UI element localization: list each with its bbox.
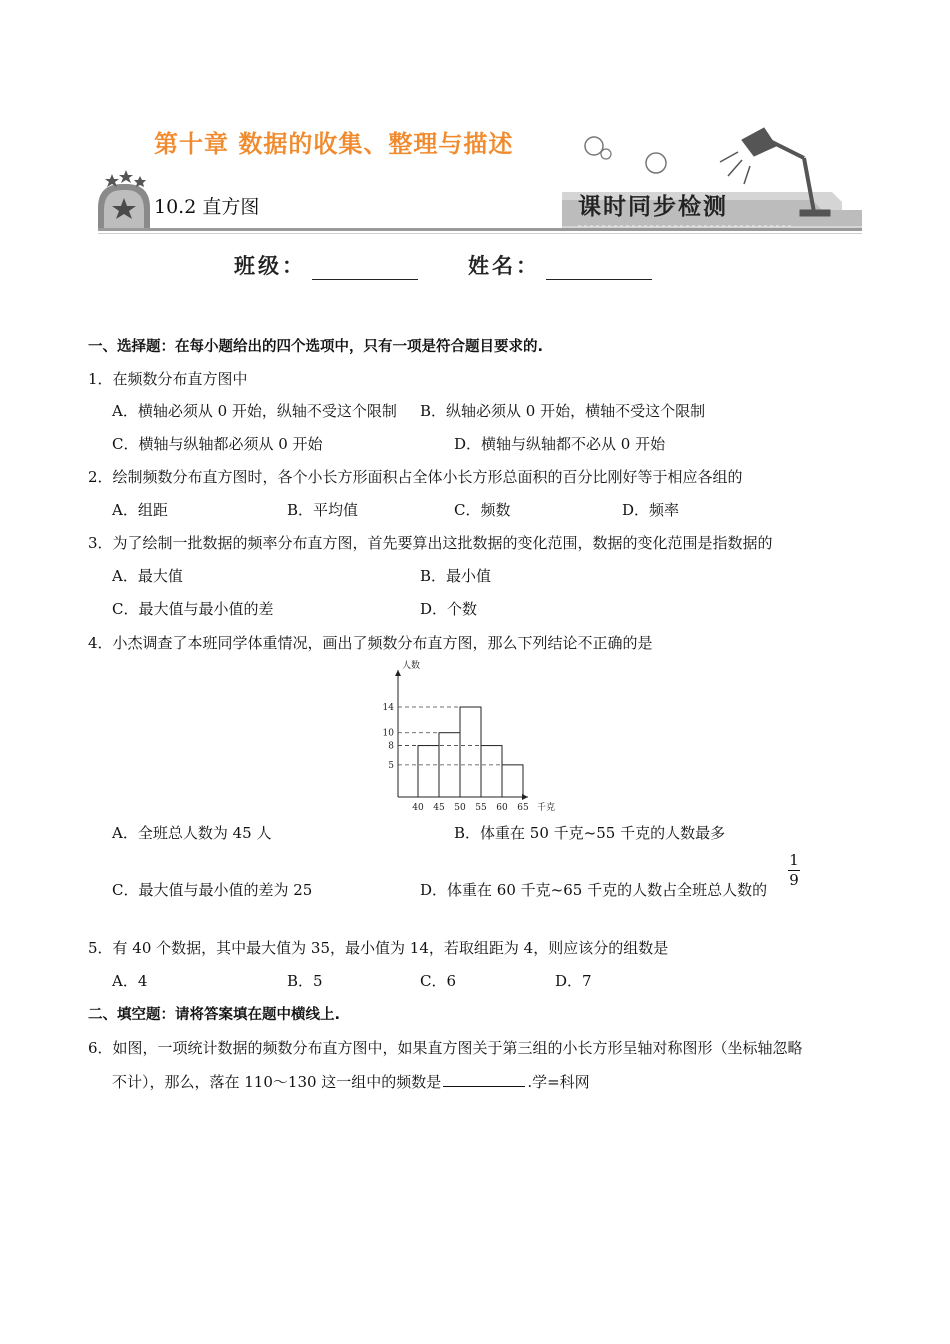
q4-option-d: D．体重在 60 千克~65 千克的人数占全班总人数的 <box>420 881 768 899</box>
q6-line2-before: 不计），那么，落在 110～130 这一组中的频数是 <box>112 1073 442 1091</box>
q3-option-a: A．最大值 <box>112 567 183 585</box>
q1-option-a: A．横轴必须从 0 开始，纵轴不受这个限制 <box>112 402 397 420</box>
bubble-icon <box>601 149 611 159</box>
x-tick-label: 65 <box>517 803 529 813</box>
y-tick-label: 14 <box>382 703 394 713</box>
q2-option-a: A．组距 <box>112 501 168 519</box>
q4-option-c: C．最大值与最小值的差为 25 <box>112 881 313 899</box>
x-tick-label: 50 <box>454 803 466 813</box>
q3-option-b: B．最小值 <box>420 567 492 585</box>
part1-heading: 一、选择题：在每小题给出的四个选项中，只有一项是符合题目要求的. <box>88 339 544 355</box>
bubble-icon <box>585 137 603 155</box>
fraction-numerator: 1 <box>789 851 799 869</box>
name-label: 姓名： <box>468 253 540 278</box>
y-tick-label: 8 <box>388 741 394 752</box>
q2-option-b: B．平均值 <box>287 501 359 519</box>
q1-option-d: D．横轴与纵轴都不必从 0 开始 <box>454 435 666 453</box>
q5-option-d: D．7 <box>555 972 592 990</box>
banner-right-title: 课时同步检测 <box>578 193 728 220</box>
name-blank[interactable] <box>546 259 652 280</box>
q5-option-a: A．4 <box>112 972 148 990</box>
q4-stem: 4．小杰调查了本班同学体重情况，画出了频数分布直方图，那么下列结论不正确的是 <box>88 634 653 652</box>
q1-option-b: B．纵轴必须从 0 开始，横轴不受这个限制 <box>420 402 706 420</box>
bubble-icon <box>646 153 666 173</box>
fraction-one-ninth <box>786 852 802 889</box>
q1-stem: 1．在频数分布直方图中 <box>88 370 248 388</box>
q6-line1: 6．如图，一项统计数据的频数分布直方图中，如果直方图关于第三组的小长方形呈轴对称图形（坐标轴忽略 <box>88 1039 803 1057</box>
class-blank[interactable] <box>312 259 418 280</box>
x-tick-label: 55 <box>475 803 487 813</box>
section-title: 10.2 直方图 <box>154 196 260 218</box>
header-banner <box>92 100 862 240</box>
class-label: 班级： <box>234 253 306 278</box>
q5-option-b: B．5 <box>287 972 323 990</box>
weight-histogram <box>360 656 580 816</box>
q5-stem: 5．有 40 个数据，其中最大值为 35，最小值为 14，若取组距为 4，则应该分的组数是 <box>88 939 669 957</box>
q2-option-d: D．频率 <box>622 501 680 519</box>
q2-option-c: C．频数 <box>454 501 511 519</box>
x-tick-label: 40 <box>412 803 424 813</box>
x-axis-label: 千克 <box>536 803 556 813</box>
x-tick-label: 60 <box>496 803 508 813</box>
y-tick-label: 10 <box>382 728 394 739</box>
name-field <box>468 250 652 280</box>
histogram-bar <box>460 707 481 797</box>
y-axis-arrow <box>395 670 401 676</box>
x-tick-label: 45 <box>433 803 445 813</box>
q4-option-b: B．体重在 50 千克~55 千克的人数最多 <box>454 824 726 842</box>
histogram-bar <box>418 746 439 797</box>
q1-option-c: C．横轴与纵轴都必须从 0 开始 <box>112 435 323 453</box>
q3-option-c: C．最大值与最小值的差 <box>112 600 274 618</box>
histogram-bar <box>502 765 523 797</box>
q6-answer-blank[interactable] <box>443 1072 525 1087</box>
q6-line2 <box>112 1072 590 1092</box>
star-badge-icon <box>98 170 150 230</box>
y-axis-label: 人数 <box>402 661 421 671</box>
q4-option-a: A．全班总人数为 45 人 <box>112 824 272 842</box>
chapter-title: 第十章 数据的收集、整理与描述 <box>154 130 514 158</box>
y-tick-label: 5 <box>388 760 394 771</box>
q3-option-d: D．个数 <box>420 600 478 618</box>
q3-stem: 3．为了绘制一批数据的频率分布直方图，首先要算出这批数据的变化范围，数据的变化范围是指数据的 <box>88 534 773 552</box>
q6-line2-after: .学=科网 <box>527 1073 590 1091</box>
q5-option-c: C．6 <box>420 972 457 990</box>
part2-heading: 二、填空题：请将答案填在题中横线上. <box>88 1007 341 1023</box>
histogram-bar <box>481 746 502 797</box>
q2-stem: 2．绘制频数分布直方图时，各个小长方形面积占全体小长方形总面积的百分比刚好等于相应各组的 <box>88 468 743 486</box>
fraction-denominator: 9 <box>789 871 799 889</box>
class-field <box>234 250 418 280</box>
